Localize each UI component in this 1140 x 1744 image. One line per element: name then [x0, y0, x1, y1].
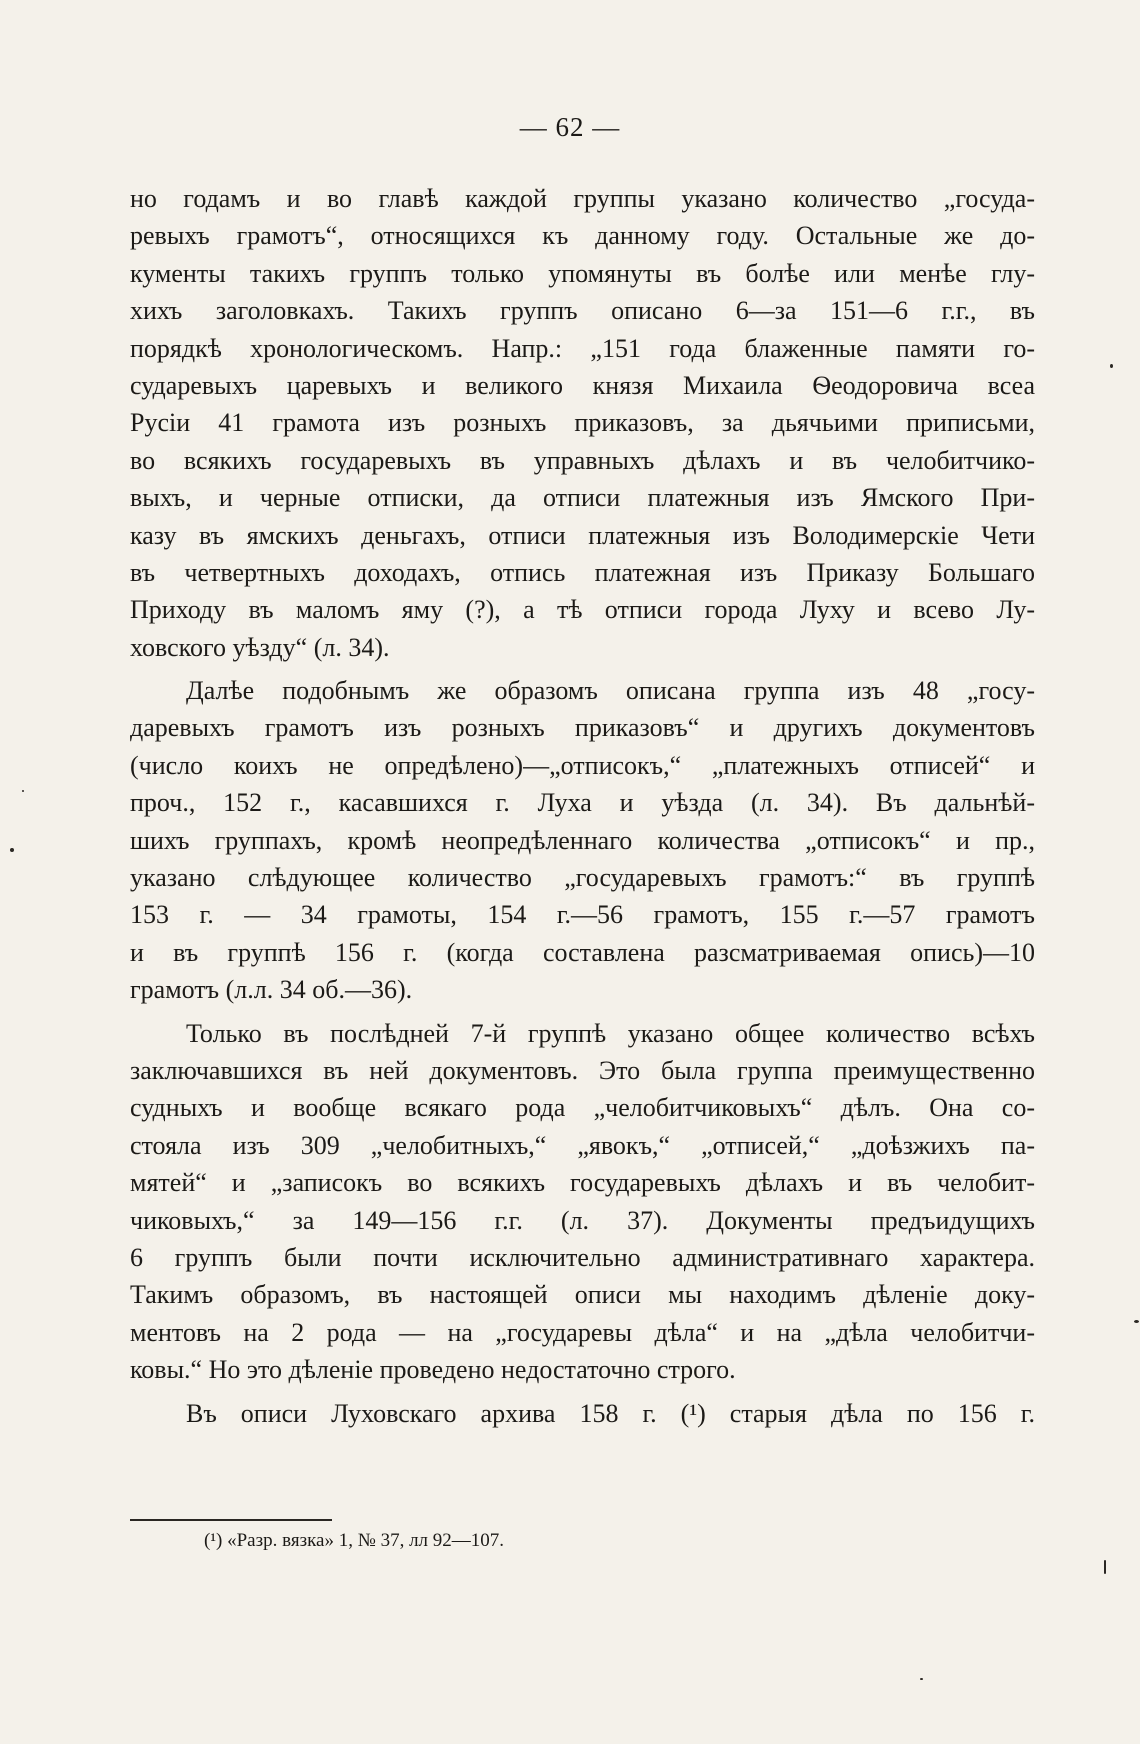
- text-line: ковы.“ Но это дѣленіе проведено недостаточно строго.: [130, 1355, 736, 1385]
- scan-speck: [1110, 364, 1113, 368]
- text-line: (число коихъ не опредѣлено)—„отписокъ,“ „платежныхъ отписей“ и: [130, 750, 1035, 780]
- text-line: во всякихъ государевыхъ въ управныхъ дѣлахъ и въ челобитчико-: [130, 445, 1035, 475]
- text-line: въ четвертныхъ доходахъ, отпись платежная изъ Приказу Большаго: [130, 557, 1035, 587]
- text-line: и въ группѣ 156 г. (когда составлена разсматриваемая опись)—10: [130, 937, 1035, 967]
- text-line: 153 г. — 34 грамоты, 154 г.—56 грамотъ, 155 г.—57 грамотъ: [130, 900, 1035, 930]
- footnote: (¹) «Разр. вязка» 1, № 37, лл 92—107.: [204, 1530, 505, 1551]
- scan-speck: [10, 848, 14, 852]
- text-line: сударевыхъ царевыхъ и великого князя Михаила Ѳеодоровича всеа: [130, 370, 1035, 400]
- text-line: указано слѣдующее количество „государевыхъ грамотъ:“ въ группѣ: [130, 863, 1035, 893]
- text-line: мятей“ и „записокъ во всякихъ государевыхъ дѣлахъ и въ челобит-: [130, 1168, 1035, 1198]
- text-line: стояла изъ 309 „челобитныхъ,“ „явокъ,“ „отписей,“ „доѣзжихъ па-: [130, 1130, 1035, 1160]
- text-line: Приходу въ маломъ яму (?), а тѣ отписи города Луху и всево Лу-: [130, 595, 1035, 625]
- paragraph: [130, 672, 1035, 1009]
- text-line: ревыхъ грамотъ“, относящихся къ данному году. Остальные же до-: [130, 221, 1035, 251]
- text-line: Такимъ образомъ, въ настоящей описи мы находимъ дѣленіе доку-: [130, 1280, 1035, 1310]
- text-line: 6 группъ были почти исключительно административнаго характера.: [130, 1242, 1035, 1272]
- text-line: грамотъ (л.л. 34 об.—36).: [130, 975, 413, 1005]
- text-line: судныхъ и вообще всякаго рода „челобитчиковыхъ“ дѣлъ. Она со-: [130, 1093, 1035, 1123]
- scan-speck: [1134, 1320, 1139, 1323]
- text-line: кументы такихъ группъ только упомянуты въ болѣе или менѣе глу-: [130, 258, 1035, 288]
- text-line: даревыхъ грамотъ изъ розныхъ приказовъ“ и другихъ документовъ: [130, 713, 1035, 743]
- text-line: выхъ, и черные отписки, да отписи платежныя изъ Ямского При-: [130, 483, 1035, 513]
- text-line: Въ описи Луховскаго архива 158 г. (¹) старыя дѣла по 156 г.: [186, 1398, 1035, 1428]
- paragraph: [130, 180, 1035, 666]
- text-line: Русіи 41 грамота изъ розныхъ приказовъ, за дьячьими приписьми,: [130, 408, 1035, 438]
- text-line: Только въ послѣдней 7-й группѣ указано общее количество всѣхъ: [186, 1018, 1035, 1048]
- text-line: казу въ ямскихъ деньгахъ, отписи платежныя изъ Володимерскіе Чети: [130, 520, 1035, 550]
- page-number: — 62 —: [519, 112, 621, 142]
- text-line: Далѣе подобнымъ же образомъ описана группа изъ 48 „госу-: [186, 676, 1035, 706]
- text-line: но годамъ и во главѣ каждой группы указано количество „госуда-: [130, 184, 1035, 213]
- scan-speck: [22, 790, 24, 792]
- footnote-divider: [130, 1519, 332, 1521]
- text-line: ментовъ на 2 рода — на „государевы дѣла“ и на „дѣла челобитчи-: [130, 1317, 1035, 1347]
- text-line: заключавшихся въ ней документовъ. Это была группа преимущественно: [130, 1055, 1035, 1085]
- paragraph: [130, 1015, 1035, 1389]
- body-text: [130, 180, 1035, 1432]
- text-line: порядкѣ хронологическомъ. Напр.: „151 года блаженные памяти го-: [130, 333, 1035, 363]
- scan-speck: [1104, 1560, 1106, 1574]
- text-line: шихъ группахъ, кромѣ неопредѣленнаго количества „отписокъ“ и пр.,: [130, 825, 1035, 855]
- scan-speck: [920, 1678, 923, 1680]
- text-line: чиковыхъ,“ за 149—156 г.г. (л. 37). Документы предъидущихъ: [130, 1205, 1035, 1235]
- paragraph: [130, 1395, 1035, 1432]
- text-line: хихъ заголовкахъ. Такихъ группъ описано 6—за 151—6 г.г., въ: [130, 296, 1035, 326]
- text-line: проч., 152 г., касавшихся г. Луха и уѣзда (л. 34). Въ дальнѣй-: [130, 788, 1035, 818]
- text-line: ховского уѣзду“ (л. 34).: [130, 632, 390, 662]
